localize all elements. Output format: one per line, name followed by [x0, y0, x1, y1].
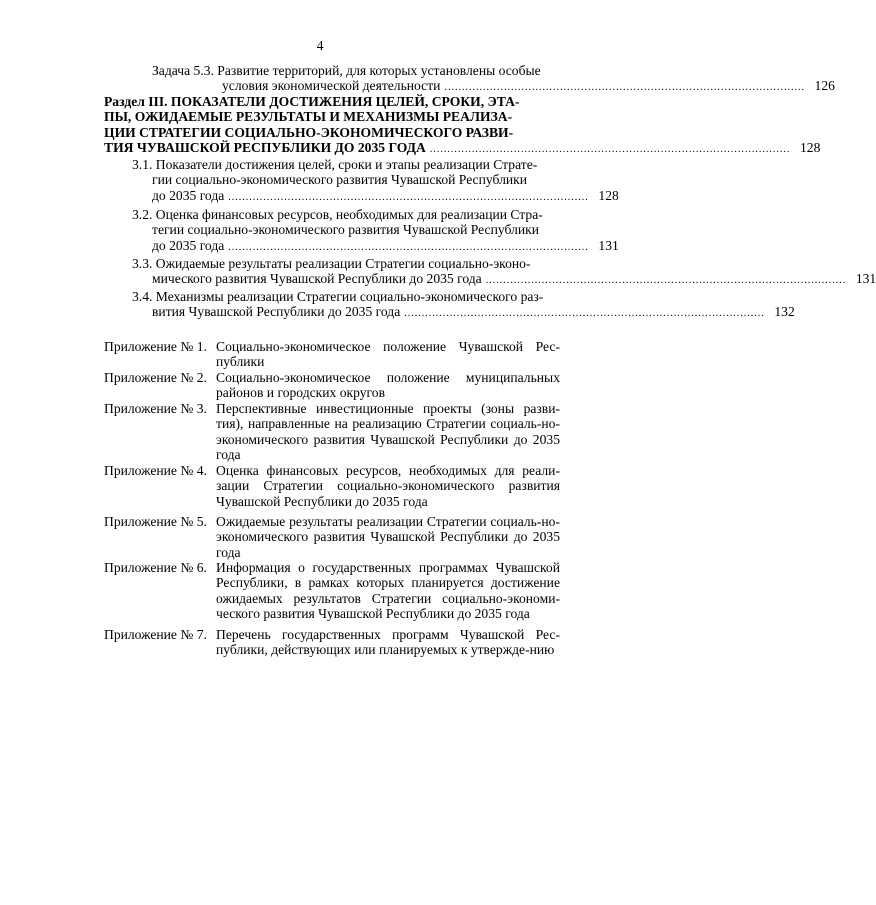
toc-3-1-page: 128	[598, 187, 619, 203]
leader-dots: .......................................................................................................	[429, 144, 791, 156]
leader-dots: .......................................................................................................	[228, 191, 589, 203]
toc-task-5-3-line1: Задача 5.3. Развитие территорий, для которых установлены особые	[152, 63, 541, 78]
toc-section-3-line3: ЦИИ СТРАТЕГИИ СОЦИАЛЬНО-ЭКОНОМИЧЕСКОГО РАЗВИ-	[104, 124, 514, 140]
toc-entry-task-5-3[interactable]	[152, 63, 835, 96]
toc-entry-3-1[interactable]	[132, 157, 619, 205]
toc-section-3-page: 128	[799, 140, 821, 156]
appendix-label: Приложение № 2.	[104, 370, 207, 385]
leader-dots: .......................................................................................................	[485, 275, 847, 287]
toc-3-1-line2: гии социально-экономического развития Чувашской Республики	[152, 172, 528, 188]
toc-3-4-line1: 3.4. Механизмы реализации Стратегии социально-экономического раз-	[132, 289, 544, 304]
leader-dots: .......................................................................................................	[444, 82, 805, 94]
toc-section-3-line1: Раздел III. ПОКАЗАТЕЛИ ДОСТИЖЕНИЯ ЦЕЛЕЙ, СРОКИ, ЭТА-	[104, 94, 520, 109]
appendix-item[interactable]	[104, 339, 560, 370]
toc-3-1-line3: до 2035 года	[152, 187, 225, 203]
toc-entry-3-4[interactable]	[132, 289, 795, 322]
toc-3-2-line3: до 2035 года	[152, 237, 225, 253]
appendix-label: Приложение № 1.	[104, 339, 207, 354]
toc-3-1-line1: 3.1. Показатели достижения целей, сроки и этапы реализации Страте-	[132, 157, 538, 172]
toc-entry-3-3[interactable]	[132, 256, 876, 289]
toc-entry-section-3[interactable]	[104, 94, 821, 158]
toc-3-4-line2: вития Чувашской Республики до 2035 года	[152, 304, 401, 320]
appendix-label: Приложение № 6.	[104, 560, 207, 575]
toc-3-2-page: 131	[598, 237, 619, 253]
appendix-label: Приложение № 7.	[104, 627, 207, 642]
page-number: 4	[316, 38, 324, 53]
appendix-text: Информация о государственных программах Чувашской Республики, в рамках которых планируется достижение ожидаемых результатов Стратегии социально-экономи-ческого развития Чувашской Республики до 2035 года	[216, 560, 560, 622]
appendix-label: Приложение № 5.	[104, 514, 207, 529]
toc-entry-3-2[interactable]	[132, 207, 619, 255]
toc-3-3-line1: 3.3. Ожидаемые результаты реализации Стратегии социально-эконо-	[132, 256, 531, 271]
appendix-text: Перспективные инвестиционные проекты (зоны разви-тия), направленные на реализацию Стратегии социаль-но-экономического развития Чувашской Республики до 2035 года	[216, 401, 560, 463]
appendix-item[interactable]	[104, 560, 560, 622]
toc-task-5-3-line2: условия экономической деятельности	[222, 78, 441, 94]
appendix-text: Социально-экономическое положение муниципальных районов и городских округов	[216, 370, 560, 401]
leader-dots: .......................................................................................................	[228, 241, 589, 253]
appendix-item[interactable]	[104, 370, 560, 401]
toc-section-3-line2: ПЫ, ОЖИДАЕМЫЕ РЕЗУЛЬТАТЫ И МЕХАНИЗМЫ РЕАЛИЗА-	[104, 109, 513, 125]
toc-3-3-page: 131	[855, 271, 876, 287]
toc-task-5-3-page: 126	[814, 78, 835, 94]
toc-section-3-line4: ТИЯ ЧУВАШСКОЙ РЕСПУБЛИКИ ДО 2035 ГОДА	[104, 140, 426, 156]
appendix-item[interactable]	[104, 627, 560, 658]
appendix-label: Приложение № 3.	[104, 401, 207, 416]
appendix-text: Оценка финансовых ресурсов, необходимых для реали-зации Стратегии социально-экономического развития Чувашской Республики до 2035 года	[216, 463, 560, 509]
toc-3-3-line2: мического развития Чувашской Республики до 2035 года	[152, 271, 482, 287]
toc-3-4-page: 132	[774, 304, 795, 320]
appendix-text: Социально-экономическое положение Чувашской Рес-публики	[216, 339, 560, 370]
toc-3-2-line1: 3.2. Оценка финансовых ресурсов, необходимых для реализации Стра-	[132, 207, 543, 222]
appendix-item[interactable]	[104, 463, 560, 509]
toc-3-2-line2: тегии социально-экономического развития Чувашской Республики	[152, 222, 539, 238]
appendix-item[interactable]	[104, 514, 560, 560]
appendix-text: Ожидаемые результаты реализации Стратегии социаль-но-экономического развития Чувашской Республики до 2035 года	[216, 514, 560, 560]
appendix-text: Перечень государственных программ Чувашской Рес-публики, действующих или планируемых к утвержде-нию	[216, 627, 560, 658]
appendix-label: Приложение № 4.	[104, 463, 207, 478]
appendix-item[interactable]	[104, 401, 560, 463]
leader-dots: .......................................................................................................	[404, 308, 765, 320]
